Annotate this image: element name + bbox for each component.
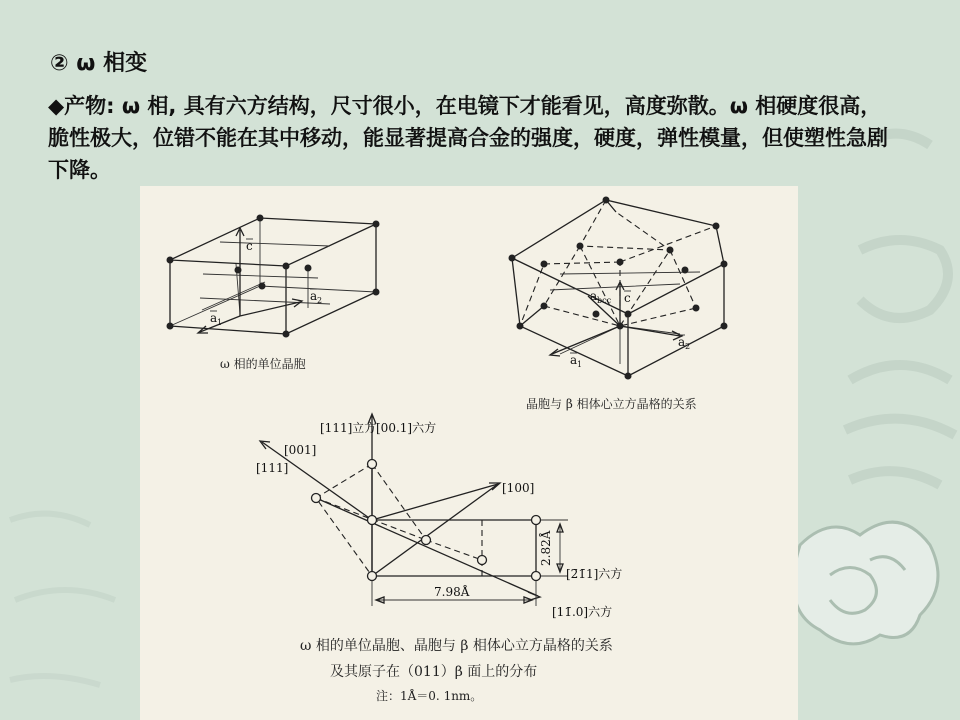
atom-dot <box>577 243 584 250</box>
atom-dot <box>682 267 689 274</box>
atom-dot <box>713 223 720 230</box>
figure-panel <box>140 186 798 720</box>
label-2-11-hex: [2̄1̄1]六方 <box>566 567 623 581</box>
atom-site <box>478 556 487 565</box>
atom-dot <box>693 305 700 312</box>
atom-site <box>532 572 541 581</box>
axis-a1-label: a <box>570 353 578 367</box>
atom-dot <box>593 311 600 318</box>
atom-dot <box>617 323 624 330</box>
axis-a-bcc-subscript: bcc <box>597 296 612 305</box>
omega-unit-cell-diagram <box>167 215 380 372</box>
atom-dot <box>617 259 624 266</box>
label-100: [100] <box>502 481 535 495</box>
crystal-structure-figure <box>140 186 798 720</box>
axis-a-bcc-label: a <box>590 289 598 303</box>
label-111: [111] <box>256 461 289 475</box>
atom-dot <box>625 311 632 318</box>
atom-dot <box>517 323 524 330</box>
atom-dot <box>305 265 312 272</box>
axis-c-label: c <box>246 239 253 253</box>
atom-dot <box>373 221 380 228</box>
label-111-cubic: [111]立方 <box>320 421 377 435</box>
unit-cell-caption: ω 相的单位晶胞 <box>220 357 306 371</box>
axis-a2-subscript: 2 <box>317 296 323 305</box>
figure-caption-line2: 及其原子在（011）β 面上的分布 <box>330 664 538 680</box>
label-001: [001] <box>284 443 317 457</box>
atom-site <box>368 460 377 469</box>
atom-dot <box>603 197 610 204</box>
cloud-ornament <box>793 522 938 644</box>
axis-a2-label: a <box>678 335 686 349</box>
axis-a1-label: a <box>210 311 218 325</box>
bcc-relation-diagram <box>509 197 728 412</box>
axis-a2-subscript: 2 <box>685 342 691 351</box>
atom-dot <box>541 303 548 310</box>
label-1-10-hex: [11̄.0]六方 <box>552 605 613 619</box>
axis-a1-subscript: 1 <box>217 318 223 327</box>
atom-dot <box>625 373 632 380</box>
label-001-hex: [00.1]六方 <box>376 421 437 435</box>
atom-dot <box>257 215 264 222</box>
section-heading: ② ω 相变 <box>50 51 148 76</box>
atom-site <box>368 572 377 581</box>
atom-dot <box>509 255 516 262</box>
background-pattern-right <box>845 134 955 485</box>
atom-dot <box>259 283 266 290</box>
atom-dot <box>721 261 728 268</box>
figure-note: 注：1Å＝0. 1nm。 <box>376 689 483 703</box>
figure-caption-line1: ω 相的单位晶胞、晶胞与 β 相体心立方晶格的关系 <box>300 638 613 654</box>
atom-dot <box>235 267 242 274</box>
atom-site <box>312 494 321 503</box>
bcc-relation-caption: 晶胞与 β 相体心立方晶格的关系 <box>526 397 697 411</box>
axis-a1-subscript: 1 <box>577 360 583 369</box>
background-pattern-left <box>10 514 115 685</box>
atom-site <box>422 536 431 545</box>
atom-dot <box>721 323 728 330</box>
plane-distribution-diagram <box>256 414 622 619</box>
axis-a2-label: a <box>310 289 318 303</box>
atom-dot <box>167 257 174 264</box>
atom-dot <box>667 247 674 254</box>
body-paragraph: ◆产物: ω 相, 具有六方结构，尺寸很小，在电镜下才能看见，高度弥散。ω 相硬度很高，脆性极大，位错不能在其中移动，能显著提高合金的强度，硬度，弹性模量，但使塑性急剧下降。 <box>48 94 888 182</box>
atom-site <box>368 516 377 525</box>
atom-dot <box>373 289 380 296</box>
dimension-width-label: 7.98Å <box>434 585 470 599</box>
atom-dot <box>167 323 174 330</box>
atom-dot <box>541 261 548 268</box>
axis-c-label: c <box>624 291 631 305</box>
dimension-height-label: 2.82Å <box>539 530 553 566</box>
atom-site <box>532 516 541 525</box>
atom-dot <box>283 263 290 270</box>
atom-dot <box>283 331 290 338</box>
